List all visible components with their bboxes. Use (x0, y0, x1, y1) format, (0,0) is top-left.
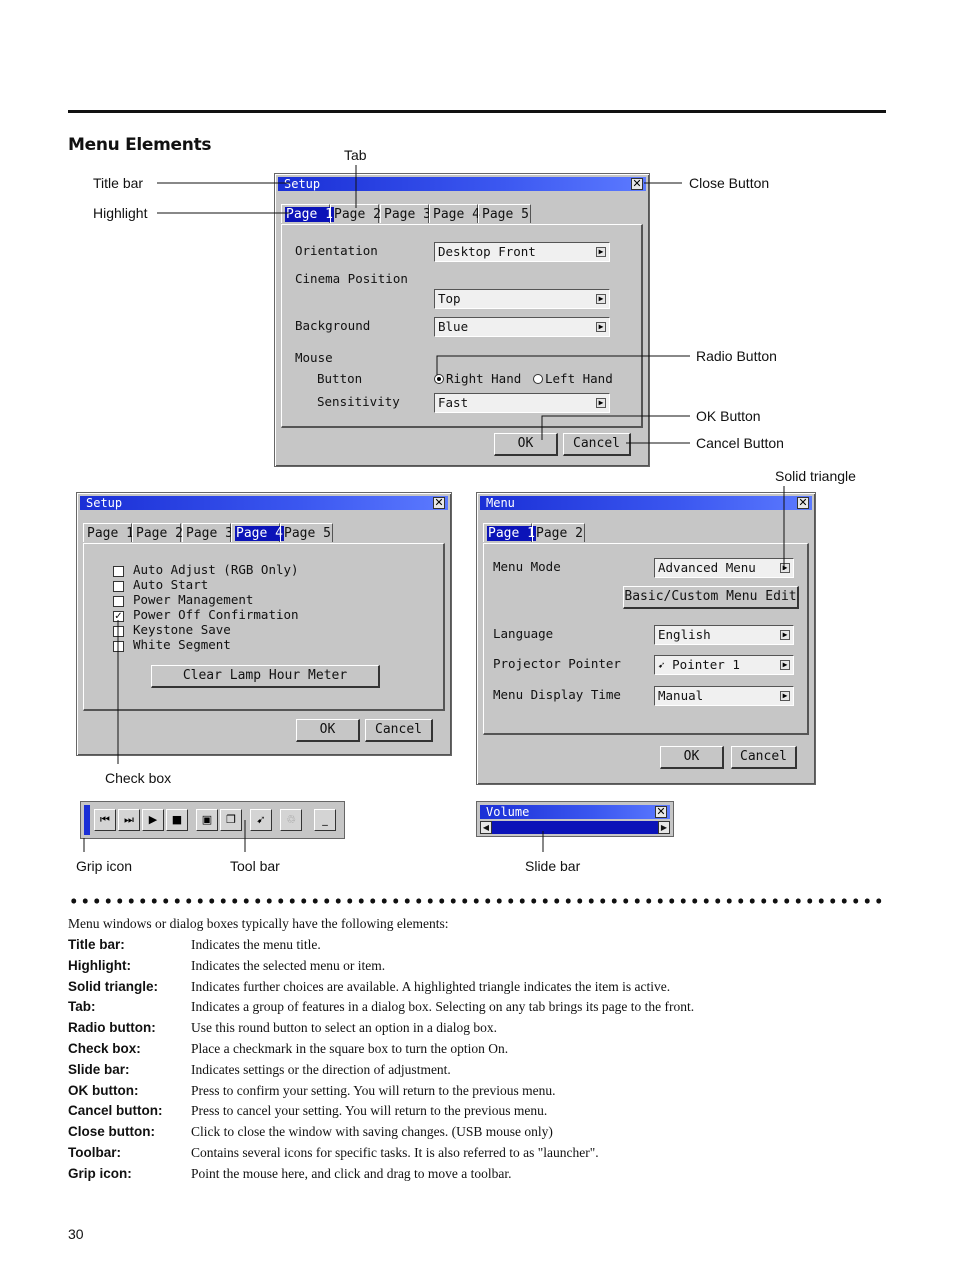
trash-icon[interactable]: ♲ (280, 809, 302, 831)
language-select[interactable] (654, 625, 794, 645)
grip-icon[interactable] (84, 805, 90, 835)
orientation-select[interactable] (434, 242, 610, 262)
definition-text: Click to close the window with saving changes. (USB mouse only) (191, 1124, 553, 1140)
definition-text: Press to cancel your setting. You will return to the previous menu. (191, 1103, 548, 1119)
menu-tabs (483, 523, 603, 543)
setup2-tab-3[interactable]: Page 3 (182, 523, 231, 542)
menu-tab-2[interactable]: Page 2 (532, 523, 585, 542)
pointer-arrow-icon: ➹ (658, 659, 665, 672)
setup2-title-bar (80, 496, 448, 510)
setup1-close-button[interactable] (631, 178, 643, 190)
setup1-tab-2[interactable]: Page 2 (330, 204, 379, 223)
menu-tab-1[interactable]: Page 1 (483, 523, 532, 542)
menu-cancel-button[interactable]: Cancel (731, 746, 797, 769)
menu-title: Menu (486, 496, 515, 510)
definition-text: Point the mouse here, and click and drag to move a toolbar. (191, 1165, 512, 1181)
projector-pointer-value: Pointer 1 (672, 657, 740, 672)
checkbox-4[interactable] (113, 626, 124, 637)
next-icon[interactable]: ⏭ (118, 809, 140, 831)
setup1-tabs (281, 204, 541, 224)
window-icon[interactable]: ❐ (220, 809, 242, 831)
close-icon: ✕ (656, 805, 666, 818)
sensitivity-select[interactable] (434, 393, 610, 413)
setup1-tab-4[interactable]: Page 4 (429, 204, 478, 223)
background-value: Blue (438, 319, 469, 334)
radio-right-hand[interactable] (434, 374, 444, 384)
callout-cancel-button: Cancel Button (696, 435, 784, 451)
sensitivity-label: Sensitivity (317, 394, 400, 409)
solid-triangle-icon: ▶ (780, 630, 790, 640)
checkbox-1[interactable] (113, 581, 124, 592)
callout-ok-button: OK Button (696, 408, 761, 424)
setup1-cancel-button[interactable]: Cancel (563, 433, 631, 456)
solid-triangle-icon: ▶ (596, 247, 606, 257)
setup2-close-button[interactable] (433, 497, 445, 509)
definition-term: Highlight: (68, 957, 131, 973)
language-value: English (658, 627, 711, 642)
volume-title: Volume (486, 805, 530, 819)
close-icon: ✕ (434, 496, 444, 509)
definition-term: Tab: (68, 999, 96, 1015)
stop-icon[interactable]: ■ (166, 809, 188, 831)
definition-term: Check box: (68, 1041, 141, 1056)
volume-window (476, 801, 674, 837)
previous-icon[interactable]: ⏮ (94, 809, 116, 831)
cinema-position-select[interactable] (434, 289, 610, 309)
checkbox-2-label: Power Management (133, 592, 254, 607)
projector-pointer-label: Projector Pointer (493, 656, 621, 671)
menu-mode-value: Advanced Menu (658, 560, 756, 575)
callout-tab: Tab (344, 147, 367, 163)
play-icon[interactable]: ▶ (142, 809, 164, 831)
callout-grip-icon: Grip icon (76, 858, 133, 874)
orientation-label: Orientation (295, 243, 378, 258)
definition-text: Indicates settings or the direction of adjustment. (191, 1061, 451, 1077)
solid-triangle-icon: ▶ (596, 398, 606, 408)
definition-term: OK button: (68, 1082, 139, 1098)
menu-display-time-value: Manual (658, 688, 704, 703)
definition-term: Close button: (68, 1124, 155, 1140)
solid-triangle-icon: ▶ (596, 294, 606, 304)
definition-text: Indicates a group of features in a dialog box. Selecting on any tab brings its page to the front. (191, 999, 695, 1015)
checkbox-5-label: White Segment (133, 637, 231, 652)
menu-title-bar (480, 496, 812, 510)
setup2-ok-button[interactable]: OK (296, 719, 360, 742)
setup1-ok-button[interactable]: OK (494, 433, 558, 456)
checkbox-0[interactable] (113, 566, 124, 577)
checkbox-4-label: Keystone Save (133, 622, 231, 637)
menu-mode-select[interactable] (654, 558, 794, 578)
checkbox-0-label: Auto Adjust (RGB Only) (133, 562, 299, 577)
checkbox-3[interactable] (113, 611, 124, 622)
orientation-value: Desktop Front (438, 244, 536, 259)
definition-term: Cancel button: (68, 1103, 163, 1119)
menu-ok-button[interactable]: OK (660, 746, 724, 769)
close-icon: ✕ (798, 496, 808, 509)
checkbox-5[interactable] (113, 641, 124, 652)
basic-custom-menu-edit-button[interactable]: Basic/Custom Menu Edit (623, 586, 799, 609)
setup1-tab-5[interactable]: Page 5 (478, 204, 531, 223)
page-number: 30 (68, 1226, 84, 1242)
menu-close-button[interactable] (797, 497, 809, 509)
sensitivity-value: Fast (438, 395, 469, 410)
definition-text: Use this round button to select an option in a dialog box. (191, 1020, 497, 1036)
setup2-tabs (83, 523, 343, 543)
setup1-title-bar (278, 177, 646, 191)
definition-text: Press to confirm your setting. You will return to the previous menu. (191, 1082, 556, 1098)
radio-left-hand[interactable] (533, 374, 543, 384)
setup2-tab-2[interactable]: Page 2 (132, 523, 181, 542)
definition-text: Indicates further choices are available. A highlighted triangle indicates the item is active. (191, 978, 671, 994)
slide-left-arrow-icon[interactable]: ◀ (480, 821, 492, 834)
radio-left-hand-label: Left Hand (545, 371, 613, 386)
callout-slide-bar: Slide bar (525, 858, 581, 874)
button-label: Button (317, 371, 363, 386)
definition-text: Place a checkmark in the square box to turn the option On. (191, 1041, 509, 1056)
callout-close-button: Close Button (689, 175, 770, 191)
setup1-tab-1[interactable]: Page 1 (281, 204, 330, 223)
volume-close-button[interactable] (655, 806, 667, 818)
menu-dialog (476, 492, 816, 785)
definition-text: Contains several icons for specific tasks. It is also referred to as "launcher". (191, 1145, 599, 1160)
definition-term: Slide bar: (68, 1061, 130, 1077)
projector-pointer-select[interactable] (654, 655, 794, 675)
setup1-title: Setup (284, 177, 321, 191)
section-heading: Menu Elements (68, 135, 212, 155)
callout-radio-button: Radio Button (696, 348, 777, 364)
setup2-tab-5[interactable]: Page 5 (280, 523, 333, 542)
menu-display-time-label: Menu Display Time (493, 687, 621, 702)
solid-triangle-icon: ▶ (780, 563, 790, 573)
callout-tool-bar: Tool bar (230, 858, 280, 874)
solid-triangle-icon: ▶ (596, 322, 606, 332)
definition-term: Solid triangle: (68, 978, 159, 994)
callout-title-bar: Title bar (93, 175, 144, 191)
solid-triangle-icon: ▶ (780, 660, 790, 670)
checkbox-2[interactable] (113, 596, 124, 607)
definition-term: Title bar: (68, 937, 125, 952)
menu-display-time-select[interactable] (654, 686, 794, 706)
minimize-icon[interactable]: _ (314, 809, 336, 831)
slide-right-arrow-icon[interactable]: ▶ (658, 821, 670, 834)
solid-triangle-icon: ▶ (780, 691, 790, 701)
setup-dialog-page1 (274, 173, 650, 467)
definition-text: Indicates the menu title. (191, 937, 321, 952)
close-icon: ✕ (632, 177, 642, 190)
radio-right-hand-label: Right Hand (446, 371, 522, 386)
definition-term: Radio button: (68, 1020, 156, 1036)
language-label: Language (493, 626, 554, 641)
pointer-icon[interactable]: ➹ (250, 809, 272, 831)
checkbox-3-mark: ✓ (114, 611, 123, 622)
checkbox-3-label: Power Off Confirmation (133, 607, 299, 622)
setup2-cancel-button[interactable]: Cancel (365, 719, 433, 742)
toolbar (80, 801, 345, 839)
intro-text: Menu windows or dialog boxes typically have the following elements: (68, 916, 449, 931)
screen-icon[interactable]: ▣ (196, 809, 218, 831)
volume-slide-bar[interactable] (480, 821, 670, 834)
clear-lamp-hour-button[interactable]: Clear Lamp Hour Meter (151, 665, 380, 688)
definition-text: Indicates the selected menu or item. (191, 957, 386, 973)
setup2-tab-4[interactable]: Page 4 (231, 523, 280, 542)
checkbox-1-label: Auto Start (133, 577, 209, 592)
menu-mode-label: Menu Mode (493, 559, 561, 574)
top-rule (68, 110, 886, 113)
setup2-tab-1[interactable]: Page 1 (83, 523, 132, 542)
mouse-label: Mouse (295, 350, 333, 365)
cinema-position-label: Cinema Position (295, 271, 408, 286)
cinema-position-value: Top (438, 291, 461, 306)
dotted-divider (68, 896, 886, 906)
callout-solid-triangle: Solid triangle (775, 468, 856, 484)
definition-term: Grip icon: (68, 1165, 132, 1181)
setup-dialog-page4 (76, 492, 452, 756)
callout-check-box: Check box (105, 770, 172, 786)
volume-title-bar (480, 805, 670, 819)
setup2-title: Setup (86, 496, 123, 510)
background-select[interactable] (434, 317, 610, 337)
setup1-tab-3[interactable]: Page 3 (380, 204, 429, 223)
background-label: Background (295, 318, 371, 333)
definition-term: Toolbar: (68, 1145, 121, 1160)
callout-highlight: Highlight (93, 205, 148, 221)
